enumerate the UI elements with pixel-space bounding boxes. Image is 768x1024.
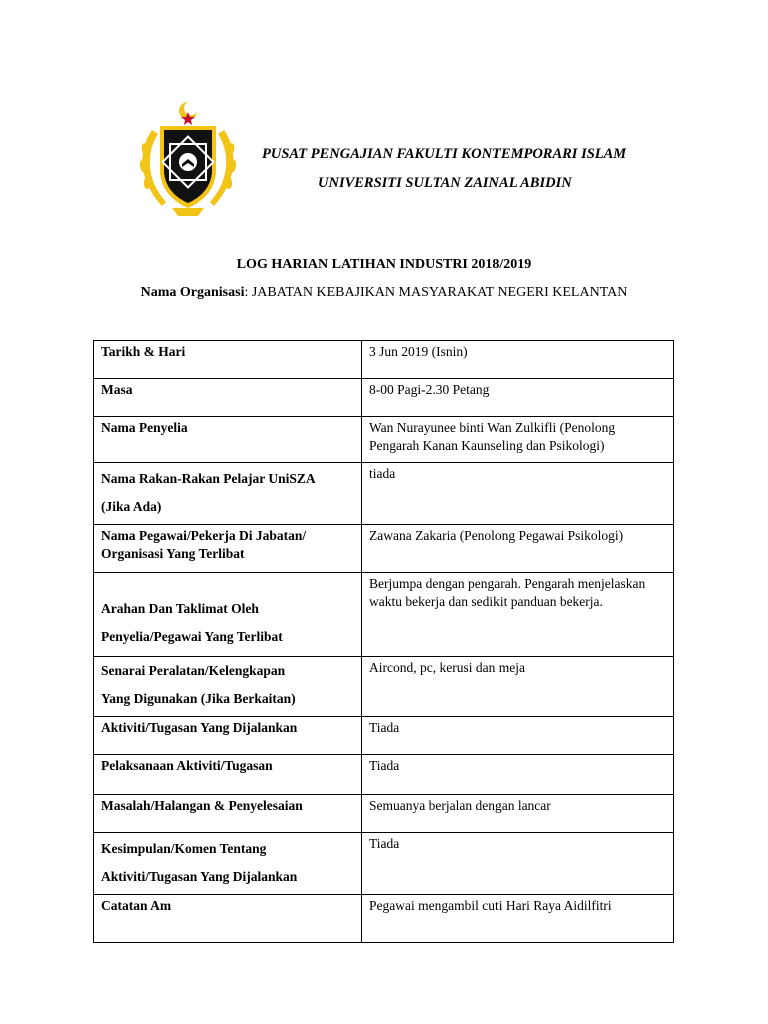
row-label-date: Tarikh & Hari xyxy=(94,341,362,379)
row-label-peers-line2: (Jika Ada) xyxy=(101,499,162,514)
row-label-conclusion-line1: Kesimpulan/Komen Tentang xyxy=(101,841,267,856)
row-label-briefing xyxy=(94,573,362,657)
row-value-notes: Pegawai mengambil cuti Hari Raya Aidilfitri xyxy=(362,895,674,943)
table-row xyxy=(94,573,674,657)
row-value-briefing: Berjumpa dengan pengarah. Pengarah menjelaskan waktu bekerja dan sedikit panduan bekerja. xyxy=(362,573,674,657)
row-label-peers-line1: Nama Rakan-Rakan Pelajar UniSZA xyxy=(101,471,316,486)
table-row xyxy=(94,417,674,463)
row-value-implementation: Tiada xyxy=(362,755,674,795)
row-label-equipment-line2: Yang Digunakan (Jika Berkaitan) xyxy=(101,691,296,706)
row-value-peers: tiada xyxy=(362,463,674,525)
row-label-activities: Aktiviti/Tugasan Yang Dijalankan xyxy=(94,717,362,755)
row-label-conclusion-line2: Aktiviti/Tugasan Yang Dijalankan xyxy=(101,869,298,884)
table-row xyxy=(94,379,674,417)
row-label-notes: Catatan Am xyxy=(94,895,362,943)
table-row xyxy=(94,755,674,795)
row-label-supervisor: Nama Penyelia xyxy=(94,417,362,463)
log-table xyxy=(93,340,674,943)
row-value-equipment: Aircond, pc, kerusi dan meja xyxy=(362,657,674,717)
table-row xyxy=(94,895,674,943)
row-label-conclusion xyxy=(94,833,362,895)
table-row xyxy=(94,463,674,525)
row-value-date: 3 Jun 2019 (Isnin) xyxy=(362,341,674,379)
row-label-peers xyxy=(94,463,362,525)
institution-faculty-name: PUSAT PENGAJIAN FAKULTI KONTEMPORARI ISLAM xyxy=(262,146,627,162)
table-row xyxy=(94,795,674,833)
row-value-supervisor: Wan Nurayunee binti Wan Zulkifli (Penolong Pengarah Kanan Kaunseling dan Psikologi) xyxy=(362,417,674,463)
row-value-activities: Tiada xyxy=(362,717,674,755)
row-value-time: 8-00 Pagi-2.30 Petang xyxy=(362,379,674,417)
organisation-value: JABATAN KEBAJIKAN MASYARAKAT NEGERI KELANTAN xyxy=(251,285,628,300)
row-label-time: Masa xyxy=(94,379,362,417)
table-row xyxy=(94,341,674,379)
row-label-briefing-line2: Penyelia/Pegawai Yang Terlibat xyxy=(101,629,283,644)
row-label-equipment xyxy=(94,657,362,717)
table-row xyxy=(94,833,674,895)
institution-university-name: UNIVERSITI SULTAN ZAINAL ABIDIN xyxy=(318,175,572,191)
row-value-problems: Semuanya berjalan dengan lancar xyxy=(362,795,674,833)
row-value-staff: Zawana Zakaria (Penolong Pegawai Psikologi) xyxy=(362,525,674,573)
row-label-staff: Nama Pegawai/Pekerja Di Jabatan/ Organisasi Yang Terlibat xyxy=(94,525,362,573)
row-label-problems: Masalah/Halangan & Penyelesaian xyxy=(94,795,362,833)
row-value-conclusion: Tiada xyxy=(362,833,674,895)
row-label-implementation: Pelaksanaan Aktiviti/Tugasan xyxy=(94,755,362,795)
organisation-line: Nama Organisasi: JABATAN KEBAJIKAN MASYARAKAT NEGERI KELANTAN xyxy=(140,285,628,300)
table-row xyxy=(94,717,674,755)
row-label-equipment-line1: Senarai Peralatan/Kelengkapan xyxy=(101,663,286,678)
row-label-briefing-line1: Arahan Dan Taklimat Oleh xyxy=(101,601,259,616)
table-row xyxy=(94,525,674,573)
document-title: LOG HARIAN LATIHAN INDUSTRI 2018/2019 xyxy=(236,257,532,272)
organisation-label: Nama Organisasi xyxy=(140,285,245,300)
table-row xyxy=(94,657,674,717)
university-crest-icon xyxy=(132,100,244,220)
